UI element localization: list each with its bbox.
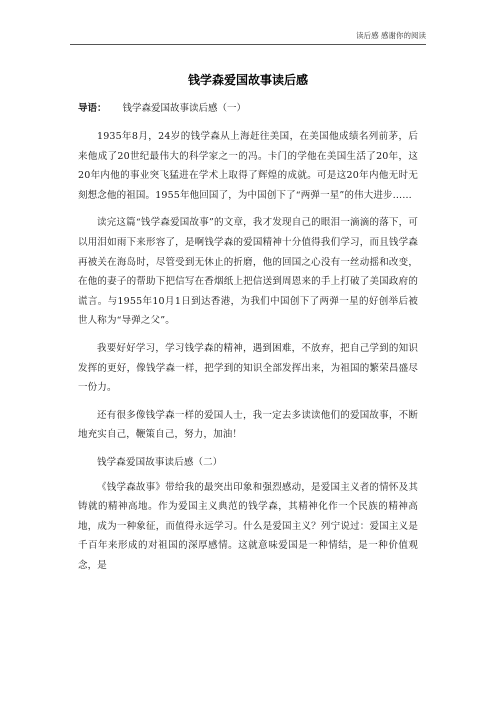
document-title: 钱学森爱国故事读后感: [187, 73, 308, 87]
section-heading: 钱学森爱国故事读后感（二）: [97, 456, 223, 468]
header-text: 读后感 感谢你的阅读: [356, 31, 426, 40]
lead-text: 钱学森爱国故事读后感（一）: [122, 103, 247, 114]
page-header: [70, 30, 426, 45]
lead-label: 导语：: [78, 103, 107, 114]
paragraph: 1935年8月，24岁的钱学森从上海赶往美国，在美国他成绩名列前茅，后来他成了20世纪最伟大的科学家之一的冯。卡门的学他在美国生活了20年，这20年内他的事业突飞猛进在学术上取得了辉煌的成就。可是这20年内他无时无刻想念他的祖国。1955年他回国了，为中国创下了“两弹一星”的伟大进步……: [78, 131, 418, 201]
lead-line: [78, 102, 246, 116]
document-body: [78, 127, 418, 583]
paragraph: 《钱学森故事》带给我的最突出印象和强烈感动，是爱国主义者的情怀及其铸就的精神高地。作为爱国主义典范的钱学森，其精神化作一个民族的精神高地，成为一种象征，而值得永远学习。什么是爱国主义？列宁说过：爱国主义是千百年来形成的对祖国的深厚感情。这就意味爱国是一种情结，是一种价值观念，是: [78, 481, 418, 571]
paragraph: 我要好好学习，学习钱学森的精神，遇到困难，不放弃，把自己学到的知识发挥的更好，像钱学森一样，把学到的知识全部发挥出来，为祖国的繁荣昌盛尽一份力。: [78, 342, 418, 394]
paragraph: 读完这篇“钱学森爱国故事”的文章，我才发现自己的眼泪一滴滴的落下，可以用泪如雨下来形容了，是啊钱学森的爱国精神十分值得我们学习，而且钱学森再被关在海岛时，尽管受到无休止的折磨，他的回国之心没有一丝动摇和改变，在他的妻子的帮助下把信写在香烟纸上把信送到周恩来的手上打破了美国政府的谎言。与1955年10月1日到达香港，为我们中国创下了两弹一星的好创举后被世人称为“导弹之父”。: [78, 217, 418, 327]
paragraph: 还有很多像钱学森一样的爱国人士，我一定去多读读他们的爱国故事，不断地充实自己，鞭策自己，努力，加油！: [78, 409, 418, 441]
